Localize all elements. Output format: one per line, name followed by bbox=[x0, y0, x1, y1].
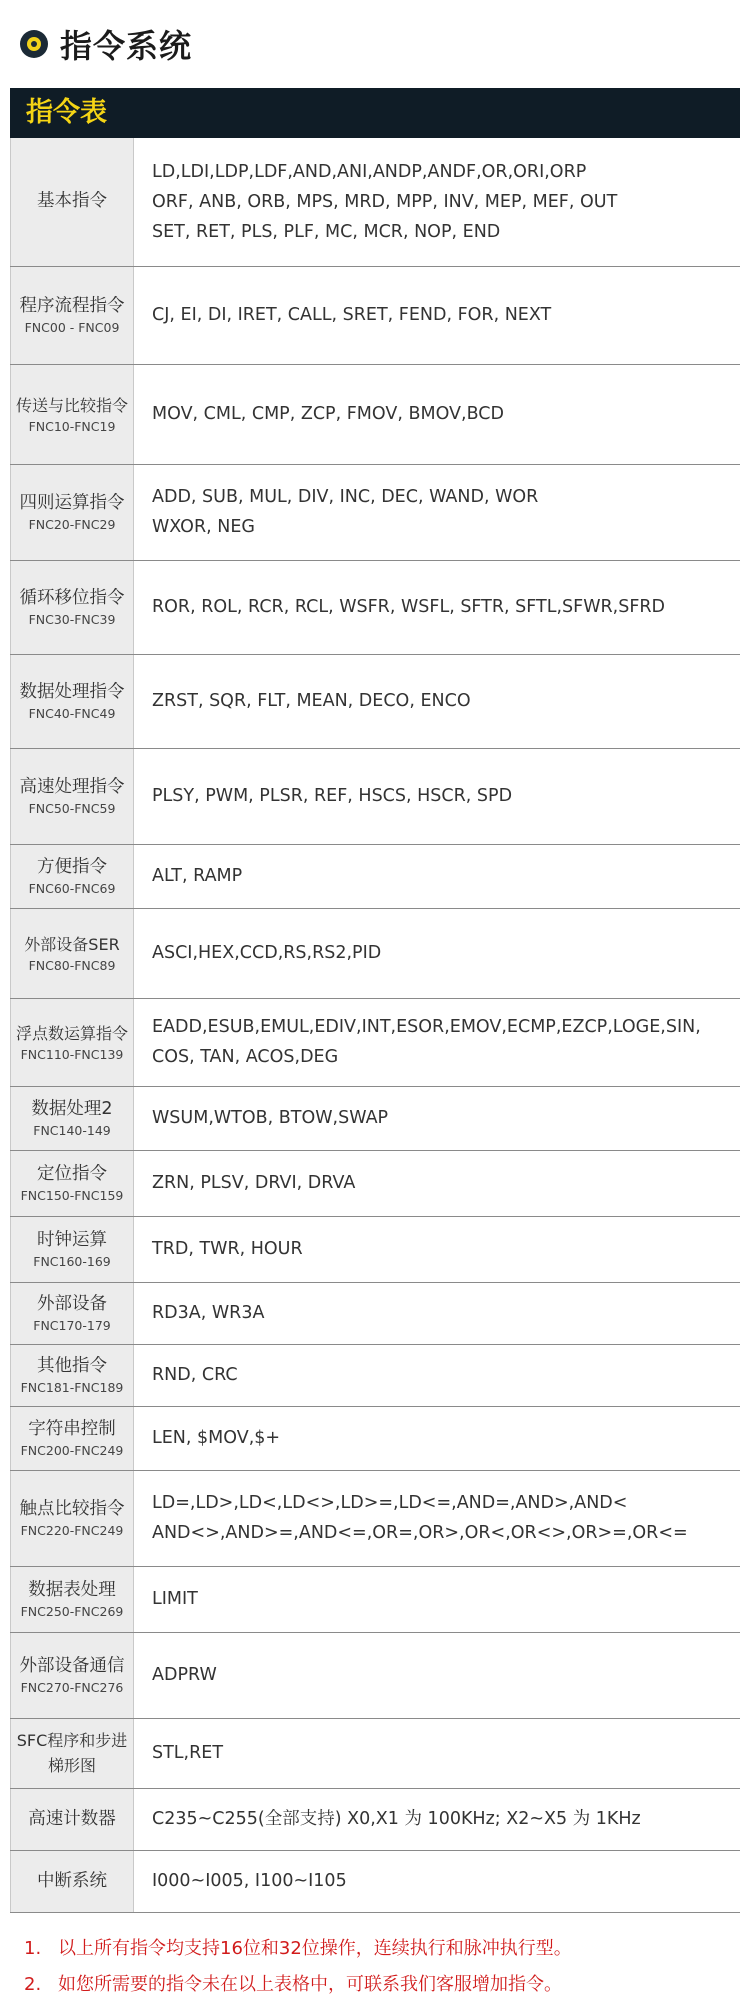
table-row bbox=[11, 1344, 741, 1406]
instruction-line: COS, TAN, ACOS,DEG bbox=[152, 1047, 339, 1067]
category-name: 高速计数器 bbox=[28, 1808, 116, 1829]
instructions-cell bbox=[134, 266, 741, 364]
table-row bbox=[11, 1216, 741, 1282]
instructions-cell bbox=[134, 1718, 741, 1788]
fnc-range: FNC250-FNC269 bbox=[20, 1603, 124, 1619]
page-header bbox=[0, 0, 750, 88]
instructions-cell bbox=[134, 1850, 741, 1912]
table-row bbox=[11, 1150, 741, 1216]
category-cell bbox=[11, 1086, 134, 1150]
category-cell bbox=[11, 1718, 134, 1788]
instruction-line: WSUM,WTOB, BTOW,SWAP bbox=[152, 1108, 389, 1128]
fnc-range: FNC150-FNC159 bbox=[20, 1187, 124, 1203]
note-1: 1. 以上所有指令均支持16位和32位操作，连续执行和脉冲执行型。 bbox=[24, 1937, 572, 1959]
instruction-line: RND, CRC bbox=[152, 1365, 238, 1385]
table-row bbox=[11, 1282, 741, 1344]
category-name: 数据处理2 bbox=[31, 1098, 113, 1119]
category-cell bbox=[11, 1470, 134, 1566]
table-row bbox=[11, 560, 741, 654]
instructions-cell bbox=[134, 1344, 741, 1406]
instructions-cell bbox=[134, 748, 741, 844]
instructions-cell bbox=[134, 1470, 741, 1566]
fnc-range: FNC270-FNC276 bbox=[20, 1679, 124, 1695]
fnc-range: FNC170-179 bbox=[33, 1317, 111, 1333]
category-name: 高速处理指令 bbox=[19, 776, 125, 797]
category-name: 程序流程指令 bbox=[19, 295, 125, 316]
table-row bbox=[11, 1850, 741, 1912]
page-title: 指令系统 bbox=[60, 27, 193, 65]
category-name: 时钟运算 bbox=[37, 1229, 107, 1250]
category-cell bbox=[11, 138, 134, 266]
instruction-table-card bbox=[10, 88, 740, 1913]
instructions-cell bbox=[134, 138, 741, 266]
fnc-range: FNC220-FNC249 bbox=[20, 1522, 124, 1538]
category-cell bbox=[11, 464, 134, 560]
category-cell bbox=[11, 748, 134, 844]
category-name: 外部设备SER bbox=[24, 934, 120, 954]
instructions-cell bbox=[134, 1216, 741, 1282]
instructions-cell bbox=[134, 1282, 741, 1344]
table-title: 指令表 bbox=[10, 88, 740, 138]
instructions-cell bbox=[134, 1086, 741, 1150]
category-cell bbox=[11, 1850, 134, 1912]
table-row bbox=[11, 1566, 741, 1632]
fnc-range: FNC00 - FNC09 bbox=[24, 319, 120, 335]
instruction-line: EADD,ESUB,EMUL,EDIV,INT,ESOR,EMOV,ECMP,EZCP,LOGE,SIN, bbox=[152, 1017, 701, 1037]
instructions-cell bbox=[134, 1788, 741, 1850]
instruction-table bbox=[10, 138, 740, 1913]
note-2: 2. 如您所需要的指令未在以上表格中，可联系我们客服增加指令。 bbox=[24, 1973, 562, 1995]
fnc-range: FNC160-169 bbox=[33, 1253, 111, 1269]
fnc-range: FNC181-FNC189 bbox=[20, 1379, 124, 1395]
category-cell bbox=[11, 1150, 134, 1216]
instruction-line: ASCI,HEX,CCD,RS,RS2,PID bbox=[152, 943, 382, 963]
instructions-cell bbox=[134, 654, 741, 748]
category-name: 其他指令 bbox=[37, 1355, 107, 1376]
table-row bbox=[11, 908, 741, 998]
fnc-range: FNC40-FNC49 bbox=[28, 705, 116, 721]
instruction-line: AND<>,AND>=,AND<=,OR=,OR>,OR<,OR<>,OR>=,OR<= bbox=[152, 1523, 688, 1543]
fnc-range: FNC10-FNC19 bbox=[28, 418, 116, 434]
instructions-cell bbox=[134, 1406, 741, 1470]
category-name: 循环移位指令 bbox=[19, 587, 125, 608]
fnc-range: FNC60-FNC69 bbox=[28, 880, 116, 896]
category-cell bbox=[11, 1406, 134, 1470]
fnc-range: FNC50-FNC59 bbox=[28, 800, 116, 816]
category-name: 字符串控制 bbox=[28, 1418, 116, 1439]
instruction-line: ADPRW bbox=[152, 1665, 217, 1685]
category-name: 触点比较指令 bbox=[19, 1498, 125, 1519]
instructions-cell bbox=[134, 998, 741, 1086]
yellow-ring-icon bbox=[20, 30, 48, 58]
fnc-range: FNC20-FNC29 bbox=[28, 516, 116, 532]
category-name: 四则运算指令 bbox=[19, 492, 125, 513]
instruction-line: TRD, TWR, HOUR bbox=[152, 1239, 303, 1259]
instructions-cell bbox=[134, 1566, 741, 1632]
table-row bbox=[11, 1406, 741, 1470]
category-name: 定位指令 bbox=[37, 1163, 107, 1184]
category-cell bbox=[11, 1788, 134, 1850]
instruction-line: LEN, $MOV,$+ bbox=[152, 1428, 281, 1448]
table-row bbox=[11, 266, 741, 364]
instruction-table-body bbox=[11, 138, 741, 1912]
category-name: 外部设备通信 bbox=[19, 1655, 125, 1676]
instruction-line: SET, RET, PLS, PLF, MC, MCR, NOP, END bbox=[152, 221, 501, 242]
instructions-cell bbox=[134, 908, 741, 998]
instruction-line: ZRST, SQR, FLT, MEAN, DECO, ENCO bbox=[152, 691, 471, 711]
category-cell bbox=[11, 654, 134, 748]
table-row bbox=[11, 748, 741, 844]
category-name: 传送与比较指令 bbox=[15, 395, 128, 415]
instructions-cell bbox=[134, 364, 741, 464]
table-row bbox=[11, 844, 741, 908]
category-name: 基本指令 bbox=[37, 191, 107, 212]
category-name: 数据处理指令 bbox=[19, 681, 125, 702]
table-row bbox=[11, 1470, 741, 1566]
table-row bbox=[11, 464, 741, 560]
notes bbox=[0, 1913, 750, 2003]
table-row bbox=[11, 1632, 741, 1718]
category-name: 中断系统 bbox=[37, 1870, 107, 1891]
instructions-cell bbox=[134, 560, 741, 654]
instruction-line: LIMIT bbox=[152, 1589, 198, 1609]
instruction-line: PLSY, PWM, PLSR, REF, HSCS, HSCR, SPD bbox=[152, 786, 513, 806]
instruction-line: ZRN, PLSV, DRVI, DRVA bbox=[152, 1173, 356, 1193]
instruction-line: WXOR, NEG bbox=[152, 517, 255, 537]
category-name: SFC程序和步进梯形图 bbox=[16, 1731, 128, 1775]
category-cell bbox=[11, 364, 134, 464]
category-cell bbox=[11, 266, 134, 364]
category-cell bbox=[11, 908, 134, 998]
table-row bbox=[11, 364, 741, 464]
category-name: 数据表处理 bbox=[28, 1579, 116, 1600]
instruction-line: ADD, SUB, MUL, DIV, INC, DEC, WAND, WOR bbox=[152, 487, 539, 507]
table-row bbox=[11, 654, 741, 748]
instruction-line: STL,RET bbox=[152, 1743, 224, 1763]
instructions-cell bbox=[134, 464, 741, 560]
instruction-line: ROR, ROL, RCR, RCL, WSFR, WSFL, SFTR, SFTL,SFWR,SFRD bbox=[152, 597, 666, 617]
instruction-line: I000~I005, I100~I105 bbox=[152, 1871, 347, 1891]
category-name: 浮点数运算指令 bbox=[15, 1023, 128, 1043]
instruction-line: LD=,LD>,LD<,LD<>,LD>=,LD<=,AND=,AND>,AND< bbox=[152, 1493, 628, 1513]
category-cell bbox=[11, 1632, 134, 1718]
instruction-line: LD,LDI,LDP,LDF,AND,ANI,ANDP,ANDF,OR,ORI,ORP bbox=[152, 161, 587, 182]
category-cell bbox=[11, 1216, 134, 1282]
category-cell bbox=[11, 1344, 134, 1406]
table-row bbox=[11, 1086, 741, 1150]
instructions-cell bbox=[134, 844, 741, 908]
instruction-line: CJ, EI, DI, IRET, CALL, SRET, FEND, FOR, NEXT bbox=[152, 305, 552, 325]
category-cell bbox=[11, 560, 134, 654]
instruction-line: MOV, CML, CMP, ZCP, FMOV, BMOV,BCD bbox=[152, 404, 504, 424]
category-cell bbox=[11, 998, 134, 1086]
fnc-range: FNC200-FNC249 bbox=[20, 1442, 124, 1458]
category-cell bbox=[11, 1566, 134, 1632]
fnc-range: FNC30-FNC39 bbox=[28, 611, 116, 627]
instruction-line: RD3A, WR3A bbox=[152, 1303, 265, 1323]
table-row bbox=[11, 138, 741, 266]
instructions-cell bbox=[134, 1632, 741, 1718]
fnc-range: FNC110-FNC139 bbox=[20, 1046, 124, 1062]
instructions-cell bbox=[134, 1150, 741, 1216]
category-name: 方便指令 bbox=[37, 856, 107, 877]
instruction-line: C235~C255(全部支持) X0,X1 为 100KHz; X2~X5 为 1KHz bbox=[152, 1809, 641, 1829]
table-row bbox=[11, 998, 741, 1086]
category-cell bbox=[11, 1282, 134, 1344]
table-row bbox=[11, 1788, 741, 1850]
category-cell bbox=[11, 844, 134, 908]
fnc-range: FNC80-FNC89 bbox=[28, 957, 116, 973]
fnc-range: FNC140-149 bbox=[33, 1122, 111, 1138]
table-row bbox=[11, 1718, 741, 1788]
category-name: 外部设备 bbox=[37, 1293, 107, 1314]
instruction-line: ALT, RAMP bbox=[152, 866, 243, 886]
instruction-line: ORF, ANB, ORB, MPS, MRD, MPP, INV, MEP, MEF, OUT bbox=[152, 191, 618, 212]
